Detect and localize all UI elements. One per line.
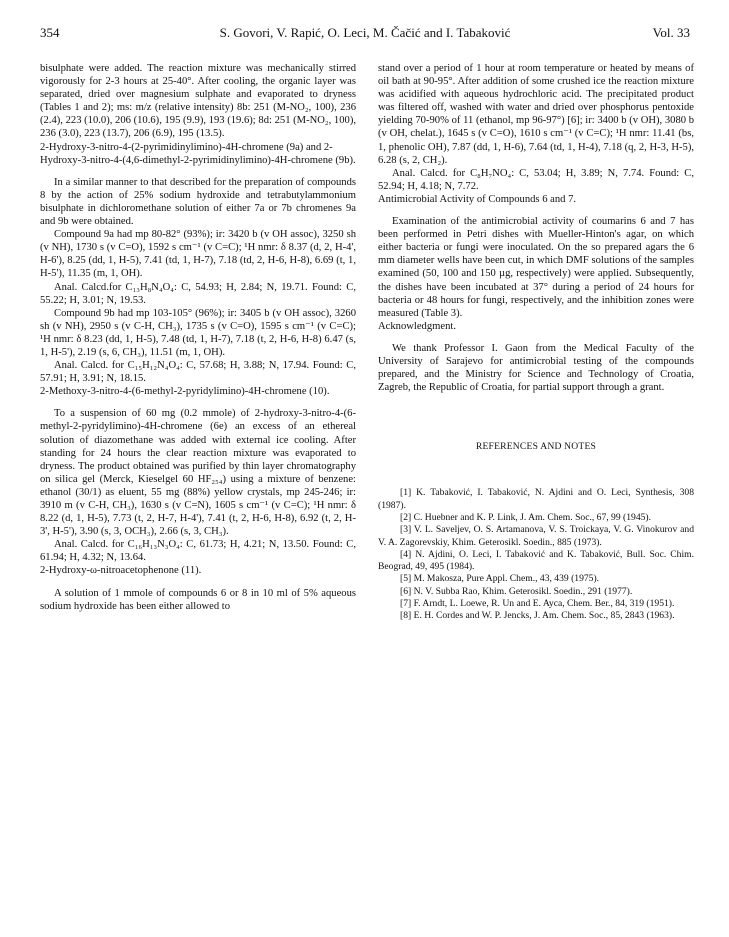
reference-item: [1] K. Tabaković, I. Tabaković, N. Ajdini and O. Leci, Synthesis, 308 (1987). (378, 487, 694, 511)
paragraph: Anal. Calcd.for C₁₃H₈N₄O₄: C, 54.93; H, 2.84; N, 19.71. Found: C, 55.22; H, 3.01; N, 19.53. (40, 281, 356, 306)
paragraph: Examination of the antimicrobial activity of coumarins 6 and 7 has been performed in Petri dishes with Mueller-Hinton's agar, on which either bacteria or fungi were inoculated. On the so prepared agars the 6 mm diameter wells have been cut, in which DMF solutions of the samples examined (50, 100 and 150 µg, respectively) were applied. Subsequently, the dishes have been incubated at 37° during a period of 24 hours for bacteria or 48 hours for fungi, respectively, and the inhibition zones were measured (Table 3). (378, 216, 694, 319)
section-heading: Acknowledgment. (378, 320, 456, 332)
reference-item: [6] N. V. Subba Rao, Khim. Geterosikl. Soedin., 291 (1977). (400, 585, 633, 597)
paragraph: Anal. Calcd. for C₁₆H₁₃N₃O₄: C, 61.73; H, 4.21; N, 13.50. Found: C, 61.94; H, 4.32; N, 13.64. (40, 539, 356, 564)
right-column-body (378, 62, 694, 394)
references-title: REFERENCES AND NOTES (475, 441, 597, 453)
reference-item: [7] F. Arndt, L. Loewe, R. Un and E. Ayca, Chem. Ber., 84, 319 (1951). (400, 598, 675, 610)
paragraph: To a suspension of 60 mg (0.2 mmole) of 2-hydroxy-3-nitro-4-(6-methyl-2-pyridylimino)-4H-chromene (6e) an excess of an ethereal solution of diazomethane was added with external ice cooling. After standing for 24 hours the clear reaction mixture was evaporated to dryness. The product obtained was purified by thin layer chromatography on silica gel (Merck, Kieselgel 60 HF₂₅₄) using a mixture of benzene: ethanol (30/1) as eluent, 55 mg (88%) yellow crystals, mp 245-246; ir: 3910 m (v C-H, CH₃), 1630 s (v C=N), 1605 s cm⁻¹ (v C=C); ¹H nmr: δ 8.22 (d, 1, H-5), 7.73 (t, 2, H-7, H-4'), 7.41 (t, 2, H-6, H-8), 6.92 (t, 2, H-3', H-5'), 3.90 (s, 3, OCH₃), 2.66 (s, 3, CH₃). (40, 408, 356, 538)
running-authors: S. Govori, V. Rapić, O. Leci, M. Čačić and I. Tabaković (219, 25, 511, 40)
reference-item: [4] N. Ajdini, O. Leci, I. Tabaković and K. Tabaković, Bull. Soc. Chim. Beograd, 49, 495 (1984). (378, 548, 694, 573)
references-list (378, 487, 694, 622)
paragraph: Anal. Calcd. for C₁₅H₁₂N₄O₄: C, 57.68; H, 3.88; N, 17.94. Found: C, 57.91; H, 3.91; N, 18.15. (40, 360, 356, 385)
page-header (40, 25, 690, 43)
left-column (40, 62, 356, 613)
reference-item: [5] M. Makosza, Pure Appl. Chem., 43, 439 (1975). (400, 573, 600, 585)
reference-item: [3] V. L. Saveljev, O. S. Artamanova, V. S. Troickaya, V. G. Vinokurov and V. A. Zagorevskiy, Khim. Geterosikl. Soedin., 885 (1973). (378, 524, 694, 548)
reference-item: [2] C. Huebner and K. P. Link, J. Am. Chem. Soc., 67, 99 (1945). (400, 511, 652, 523)
right-column (378, 62, 694, 623)
paragraph: Compound 9b had mp 103-105° (96%); ir: 3405 b (v OH assoc), 3260 sh (v NH), 2950 s (v C-H, CH₃), 1735 s (v C=O), 1595 s cm⁻¹ (v C=C); ¹H nmr: δ 8.23 (dd, 1, H-5), 7.48 (td, 1, H-7), 7.18 (t, 2, H-6, H-8) 6.47 (s, 1, H-5'), 2.19 (s, 6, CH₃), 11.51 (m, 1, OH). (40, 307, 356, 358)
paragraph: bisulphate were added. The reaction mixture was mechanically stirred vigorously for 2-3 hours at 25-40°. After cooling, the organic layer was separated, dried over magnesium sulphate and evaporated to dryness (Tables 1 and 2); ms: m/z (relative intensity) 8b: 251 (M-NO₂, 100), 236 (2.4), 223 (10.0), 206 (10.6), 195 (9.9), 193 (19.6); 8d: 251 (M-NO₂, 100), 236 (3.0), 223 (13.7), 206 (6.9), 195 (13.5). (40, 63, 356, 140)
paragraph: In a similar manner to that described for the preparation of compounds 8 by the action of 25% sodium hydroxide and tetrabutylammonium bisulphate in dichloromethane solution of either 7a or 7b chromenes 9a and 9b were obtained. (40, 176, 356, 228)
paragraph: We thank Professor I. Gaon from the Medical Faculty of the University of Sarajevo for antimicrobial testing of the compounds prepared, and the Ministry for Science and Technology of Croatia, Zagreb, the Republic of Croatia, for partial support through a grant. (378, 342, 694, 394)
page-number: 354 (40, 25, 60, 40)
paragraph: Anal. Calcd. for C₈H₇NO₄: C, 53.04; H, 3.89; N, 7.74. Found: C, 52.94; H, 4.18; N, 7.72. (378, 167, 694, 192)
paragraph: A solution of 1 mmole of compounds 6 or 8 in 10 ml of 5% aqueous sodium hydroxide has been either allowed to (40, 587, 356, 612)
paragraph: Compound 9a had mp 80-82° (93%); ir: 3420 b (v OH assoc), 3250 sh (v NH), 1730 s (v C=O), 1592 s cm⁻¹ (v C=C); ¹H nmr: δ 8.37 (d, 2, H-4', H-6'), 8.25 (dd, 1, H-5), 7.41 (td, 1, H-7), 7.18 (td, 2, H-6, H-8), 6.69 (t, 1, H-5'), 11.35 (m, 1, OH). (40, 229, 356, 280)
section-heading: 2-Hydroxy-ω-nitroacetophenone (11). (40, 565, 202, 577)
section-heading: 2-Methoxy-3-nitro-4-(6-methyl-2-pyridylimino)-4H-chromene (10). (40, 386, 330, 398)
section-heading: 2-Hydroxy-3-nitro-4-(2-pyrimidinylimino)-4H-chromene (9a) and 2-Hydroxy-3-nitro-4-(4,6-dimethyl-2-pyrimidinylimino)-4H-chromene (9b). (40, 141, 356, 166)
section-heading: Antimicrobial Activity of Compounds 6 and 7. (378, 193, 577, 205)
paragraph: stand over a period of 1 hour at room temperature or heated by means of oil bath at 90-95°. After addition of some crushed ice the reaction mixture was acidified with aqueous hydrochloric acid. The precipitated product was filtered off, washed with water and dried over phosphorus pentoxide yielding 70-90% of 11 (ethanol, mp 96-97°) [6]; ir: 3400 b (v OH), 3080 b (v OH, chelat.), 1645 s (v C=O), 1610 s cm⁻¹ (v C=C); ¹H nmr: 11.41 (bs, 1, phenolic OH), 7.87 (dd, 1, H-6), 7.64 (td, 1, H-4), 7.18 (q, 2, H-3, H-5), 6.28 (s, 2, CH₂). (378, 63, 694, 166)
volume-label: Vol. 33 (652, 25, 690, 40)
reference-item: [8] E. H. Cordes and W. P. Jencks, J. Am. Chem. Soc., 85, 2843 (1963). (400, 610, 675, 622)
